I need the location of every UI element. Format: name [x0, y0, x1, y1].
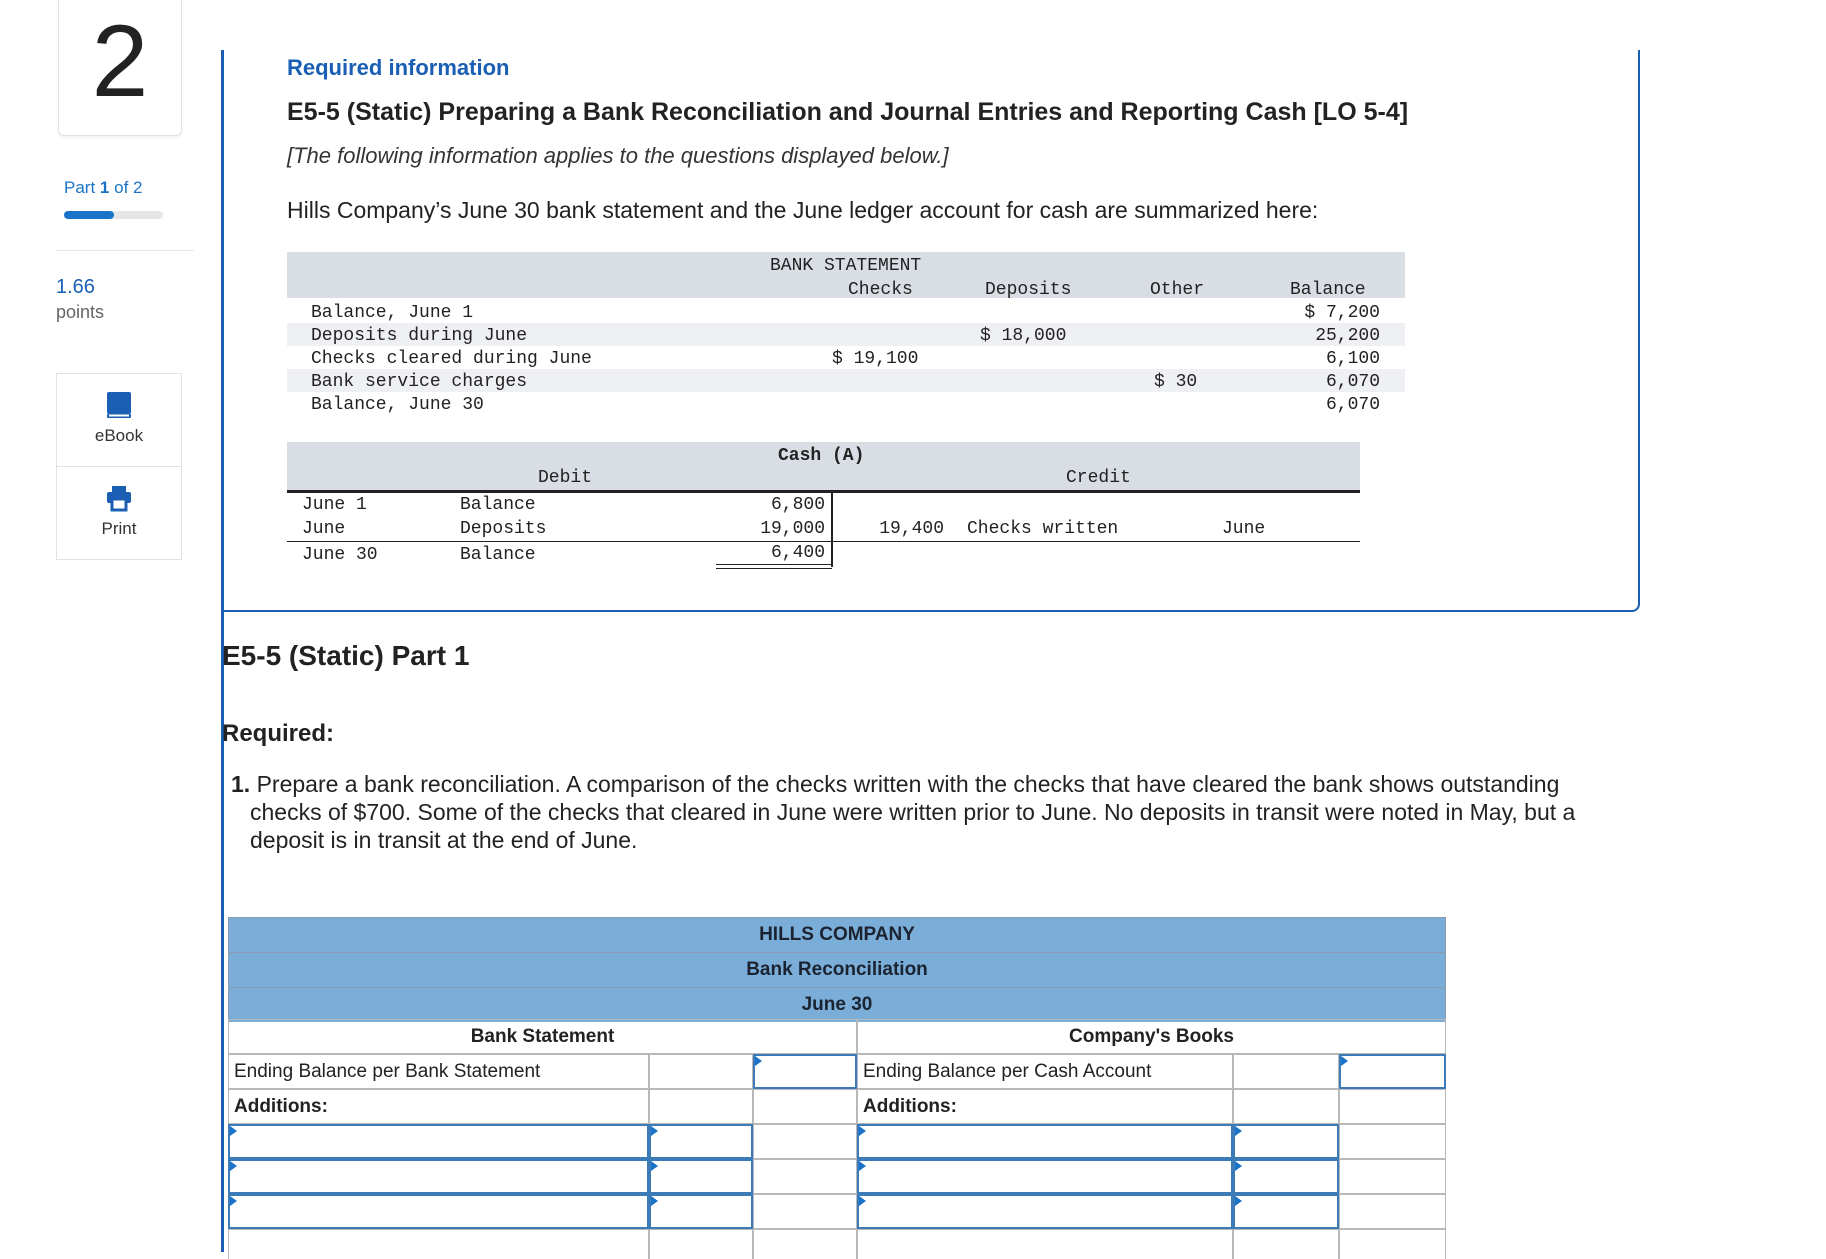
row-label: Balance, June 30 [311, 395, 484, 415]
col-balance: Balance [1290, 280, 1366, 300]
row-label: Bank service charges [311, 372, 528, 392]
part-current: 1 [99, 178, 110, 197]
part-progress-bar [64, 211, 163, 219]
print-button[interactable] [56, 466, 182, 560]
books-ending-amount-input[interactable] [1339, 1054, 1446, 1089]
blank-cell [1339, 1089, 1446, 1124]
books-addition-amount-input[interactable] [1233, 1124, 1339, 1159]
blank-cell [753, 1194, 857, 1229]
part-label: Part [64, 178, 96, 197]
bank-ending-label: Ending Balance per Bank Statement [228, 1054, 649, 1089]
credit-date: June [1222, 519, 1266, 539]
blank-cell [649, 1089, 753, 1124]
bank-addition-amount-input[interactable] [649, 1194, 753, 1229]
bank-ending-blank [649, 1054, 753, 1089]
books-addition-amount-input[interactable] [1233, 1194, 1339, 1229]
ending-date: June 30 [302, 545, 378, 565]
blank-cell [228, 1229, 649, 1259]
print-label: Print [101, 519, 137, 538]
col-checks: Checks [848, 280, 913, 300]
bank-ending-amount-input[interactable] [753, 1054, 857, 1089]
bank-addition-desc-input[interactable] [228, 1194, 649, 1229]
blank-cell [1233, 1229, 1339, 1259]
row-balance: 6,070 [1325, 372, 1380, 392]
bank-additions-label: Additions: [228, 1089, 649, 1124]
blank-cell [1339, 1229, 1446, 1259]
part-progress-fill [64, 211, 114, 219]
requirement-number: 1. [231, 771, 251, 797]
debit-amount: 19,000 [760, 519, 825, 539]
debit-amount: 6,800 [770, 495, 825, 515]
book-icon [104, 390, 134, 420]
required-info-heading: Required information [287, 55, 510, 80]
bank-statement-header: Bank Statement [228, 1019, 857, 1054]
bank-reconciliation-form [228, 917, 1446, 1117]
debit-desc: Balance [460, 495, 536, 515]
books-addition-desc-input[interactable] [857, 1194, 1233, 1229]
row-label: Checks cleared during June [311, 349, 592, 369]
debit-date: June [302, 519, 346, 539]
requirement-text [231, 770, 1631, 854]
printer-icon [104, 483, 134, 513]
requirement-line1: Prepare a bank reconciliation. A comparison of the checks written with the checks that have cleared the bank shows outstanding [256, 771, 1560, 797]
points-label: points [56, 302, 105, 322]
part-of: of 2 [114, 178, 143, 197]
blank-cell [1233, 1089, 1339, 1124]
blank-cell [649, 1229, 753, 1259]
bank-statement-title: BANK STATEMENT [770, 256, 922, 276]
rail-divider [56, 250, 194, 251]
bank-addition-amount-input[interactable] [649, 1159, 753, 1194]
debit-date: June 1 [302, 495, 367, 515]
ending-amount: 6,400 [770, 543, 825, 563]
credit-desc: Checks written [967, 519, 1119, 539]
debit-desc: Deposits [460, 519, 547, 539]
part1-title: E5-5 (Static) Part 1 [222, 640, 470, 671]
ending-desc: Balance [460, 545, 536, 565]
part-indicator [64, 178, 142, 198]
row-balance: 6,070 [1325, 395, 1380, 415]
books-ending-label: Ending Balance per Cash Account [857, 1054, 1233, 1089]
blank-cell [857, 1229, 1233, 1259]
t-account-divider [831, 493, 833, 567]
bank-addition-amount-input[interactable] [649, 1124, 753, 1159]
row-other: $ 30 [1154, 372, 1198, 392]
blank-cell [753, 1159, 857, 1194]
row-checks: $ 19,100 [832, 349, 919, 369]
blank-cell [1339, 1159, 1446, 1194]
info-note: [The following information applies to the questions displayed below.] [287, 143, 949, 168]
ebook-label: eBook [94, 426, 144, 445]
bank-addition-desc-input[interactable] [228, 1124, 649, 1159]
company-books-header: Company's Books [857, 1019, 1446, 1054]
books-addition-desc-input[interactable] [857, 1159, 1233, 1194]
bank-addition-desc-input[interactable] [228, 1159, 649, 1194]
t-account-rule [287, 541, 1360, 542]
ebook-button[interactable] [56, 373, 182, 467]
problem-title: E5-5 (Static) Preparing a Bank Reconciliation and Journal Entries and Reporting Cash [LO 5-4] [287, 98, 1409, 126]
blank-cell [753, 1089, 857, 1124]
row-balance: 6,100 [1325, 349, 1380, 369]
points-value: 1.66 [56, 276, 95, 298]
credit-amount: 19,400 [879, 519, 944, 539]
row-balance: $ 7,200 [1304, 303, 1380, 323]
col-other: Other [1150, 280, 1205, 300]
books-additions-label: Additions: [857, 1089, 1233, 1124]
books-addition-desc-input[interactable] [857, 1124, 1233, 1159]
row-label: Deposits during June [311, 326, 528, 346]
double-underline [716, 564, 832, 569]
blank-cell [753, 1229, 857, 1259]
books-ending-blank [1233, 1054, 1339, 1089]
company-name: HILLS COMPANY [228, 917, 1446, 952]
cash-account-title: Cash (A) [778, 446, 865, 466]
row-deposits: $ 18,000 [980, 326, 1067, 346]
row-balance: 25,200 [1315, 326, 1380, 346]
report-name: Bank Reconciliation [228, 952, 1446, 987]
intro-text: Hills Company’s June 30 bank statement and the June ledger account for cash are summarized here: [287, 197, 1319, 223]
question-number-box [58, 0, 182, 136]
debit-label: Debit [538, 468, 593, 488]
col-deposits: Deposits [985, 280, 1072, 300]
books-addition-amount-input[interactable] [1233, 1159, 1339, 1194]
report-date: June 30 [228, 987, 1446, 1022]
question-number: 2 [91, 4, 149, 118]
blank-cell [753, 1124, 857, 1159]
row-label: Balance, June 1 [311, 303, 474, 323]
requirement-rest: checks of $700. Some of the checks that cleared in June were written prior to June. No deposits in transit were noted in May, but a deposit is in transit at the end of June. [250, 799, 1576, 853]
credit-label: Credit [1066, 468, 1131, 488]
blank-cell [1339, 1194, 1446, 1229]
required-label: Required: [222, 720, 335, 747]
blank-cell [1339, 1124, 1446, 1159]
